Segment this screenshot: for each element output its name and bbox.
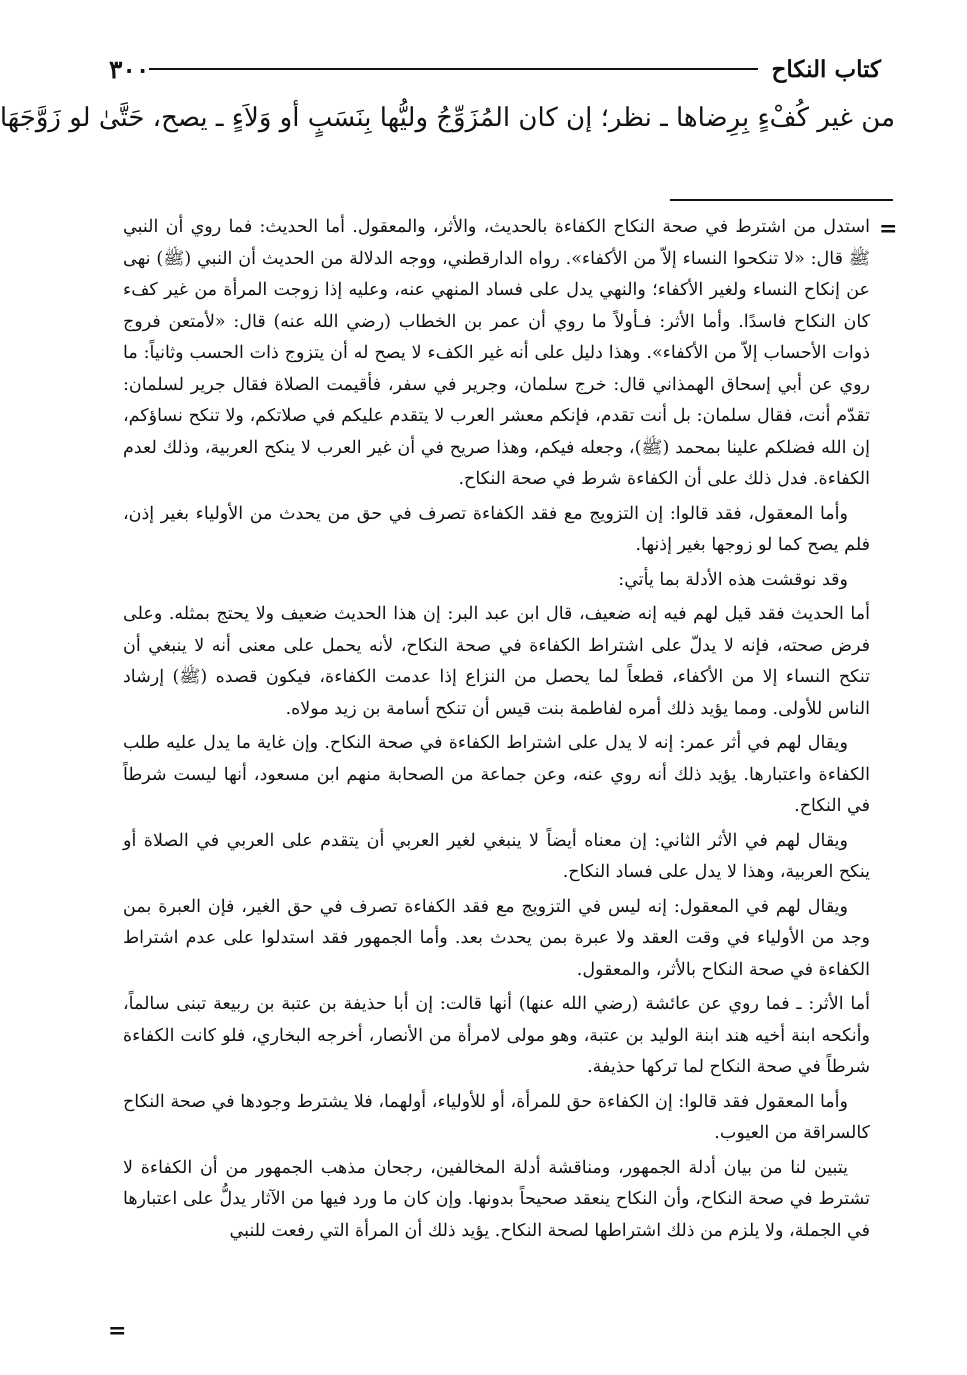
footnote-paragraph: أما الحديث فقد قيل لهم فيه إنه ضعيف، قال ابن عبد البر: إن هذا الحديث ضعيف ولا يحتج بمثله. وعلى فرض صحته، فإنه لا يدلّ على اشتراط الكفاءة في صحة النكاح، لأنه يحمل على معنى أنه لا ينبغي أن تنكح النساء إلا من الأكفاء، قطعاً لما يحصل من النزاع إذا عدمت الكفاءة، فيكون قصده (ﷺ) إرشاد الناس للأولى. ومما يؤيد ذلك أمره لفاطمة بنت قيس أن تنكح أسامة بن زيد مولاه.: [123, 604, 870, 719]
footnote-paragraph: يتبين لنا من بيان أدلة الجمهور، ومناقشة أدلة المخالفين، رجحان مذهب الجمهور من أن الكفاءة لا تشترط في صحة النكاح، وأن النكاح ينعقد صحيحاً بدونها. وإن كان ما ورد فيها من الآثار يدلُّ على اعتبارها في الجملة، ولا يلزم من ذلك اشتراطها لصحة النكاح. يؤيد ذلك أن المرأة التي رفعت للنبي: [123, 1157, 870, 1241]
footnote-separator: [670, 199, 893, 201]
footnote-paragraph: وأما المعقول فقد قالوا: إن الكفاءة حق للمرأة، أو للأولياء، أولهما، فلا يشترط وجودها في صحة النكاح كالسراقة من العيوب.: [123, 1091, 870, 1143]
main-text-line: من غير كُفْءٍ بِرِضاها ـ نظر؛ إن كان المُزَوِّجُ وليُّها بِنَسَبٍ أو وَلاَءٍ ـ يصح، حَتَّىٰ لو زَوَّجَهَا: [0, 103, 895, 133]
page-number: ٣٠٠: [109, 54, 150, 84]
header-rule: [149, 68, 757, 70]
footnote-paragraph: ويقال لهم في الأثر الثاني: إن معناه أيضاً لا ينبغي لغير العربي أن يتقدم على العربي في الصلاة أو ينكح العربية، وهذا لا يدل على فساد النكاح.: [123, 830, 870, 882]
footnote-paragraph: ويقال لهم في المعقول: إنه ليس في التزويج مع فقد الكفاءة تصرف في حق الغير، فإن العبرة بمن وجد من الأولياء في وقت العقد ولا عبرة بمن يحدث بعد. وأما الجمهور فقد استدلوا على عدم اشتراط الكفاءة في صحة النكاح بالأثر، والمعقول.: [123, 896, 870, 980]
footnote-block: [123, 212, 870, 1250]
page-header: [109, 52, 895, 86]
footnote-continuation-mark: =: [879, 216, 898, 242]
footnote-paragraph: استدل من اشترط في صحة النكاح الكفاءة بالحديث، والأثر، والمعقول. أما الحديث: فما روي أن النبي ﷺ قال: «لا تنكحوا النساء إلاّ من الأكفاء». رواه الدارقطني، ووجه الدلالة من الحديث أن النبي (ﷺ) نهى عن إنكاح النساء ولغير الأكفاء؛ والنهي يدل على فساد المنهي عنه، وعليه إذا زوجت المرأة من غير كفء كان النكاح فاسدًا. وأما الأثر: فـأولاً ما روي أن عمر بن الخطاب (رضي الله عنه) قال: «لأمتعن فروج ذوات الأحساب إلاّ من الأكفاء». وهذا دليل على أنه غير الكفء لا يصح له أن يتزوج ذات الحسب وثانياً: ما روي عن أبي إسحاق الهمذاني قال: خرج سلمان، وجرير في سفر، فأقيمت الصلاة فقال جرير لسلمان: تقدّم أنت، فقال سلمان: بل أنت تقدم، فإنكم معشر العرب لا يتقدم عليكم في صلاتكم، ولا تنكح نساؤكم، إن الله فضلكم علينا بمحمد (ﷺ)، وجعله فيكم، وهذا صريح في أن غير العرب لا ينكح العربية، وذلك لعدم الكفاءة. فدل ذلك على أن الكفاءة شرط في صحة النكاح.: [123, 217, 870, 489]
footnote-paragraph: وأما المعقول، فقد قالوا: إن التزويج مع فقد الكفاءة تصرف في حق من يحدث من الأولياء بغير إذن، فلم يصح كما لو زوجها بغير إذنها.: [123, 503, 870, 555]
footnote-end-mark: =: [108, 1318, 127, 1344]
footnote-paragraph: وقد نوقشت هذه الأدلة بما يأتي:: [618, 569, 848, 590]
footnote-paragraph: ويقال لهم في أثر عمر: إنه لا يدل على اشتراط الكفاءة في صحة النكاح. وإن غاية ما يدل عليه طلب الكفاءة واعتبارها. يؤيد ذلك أنه روي عنه، وعن جماعة من الصحابة منهم ابن مسعود، أنها ليست شرطاً في النكاح.: [123, 733, 870, 816]
footnote-paragraph: أما الأثر: ـ فما روي عن عائشة (رضي الله عنها) أنها قالت: إن أبا حذيفة بن عتبة بن ربيعة تبنى سالماً، وأنكحه ابنة أخيه هند ابنة الوليد بن عتبة، وهو مولى لامرأة من الأنصار، أخرجه البخاري، فلو كانت الكفاءة شرطاً في صحة النكاح لما تركها حذيفة.: [123, 994, 870, 1077]
running-title: كتاب النكاح: [771, 55, 881, 83]
